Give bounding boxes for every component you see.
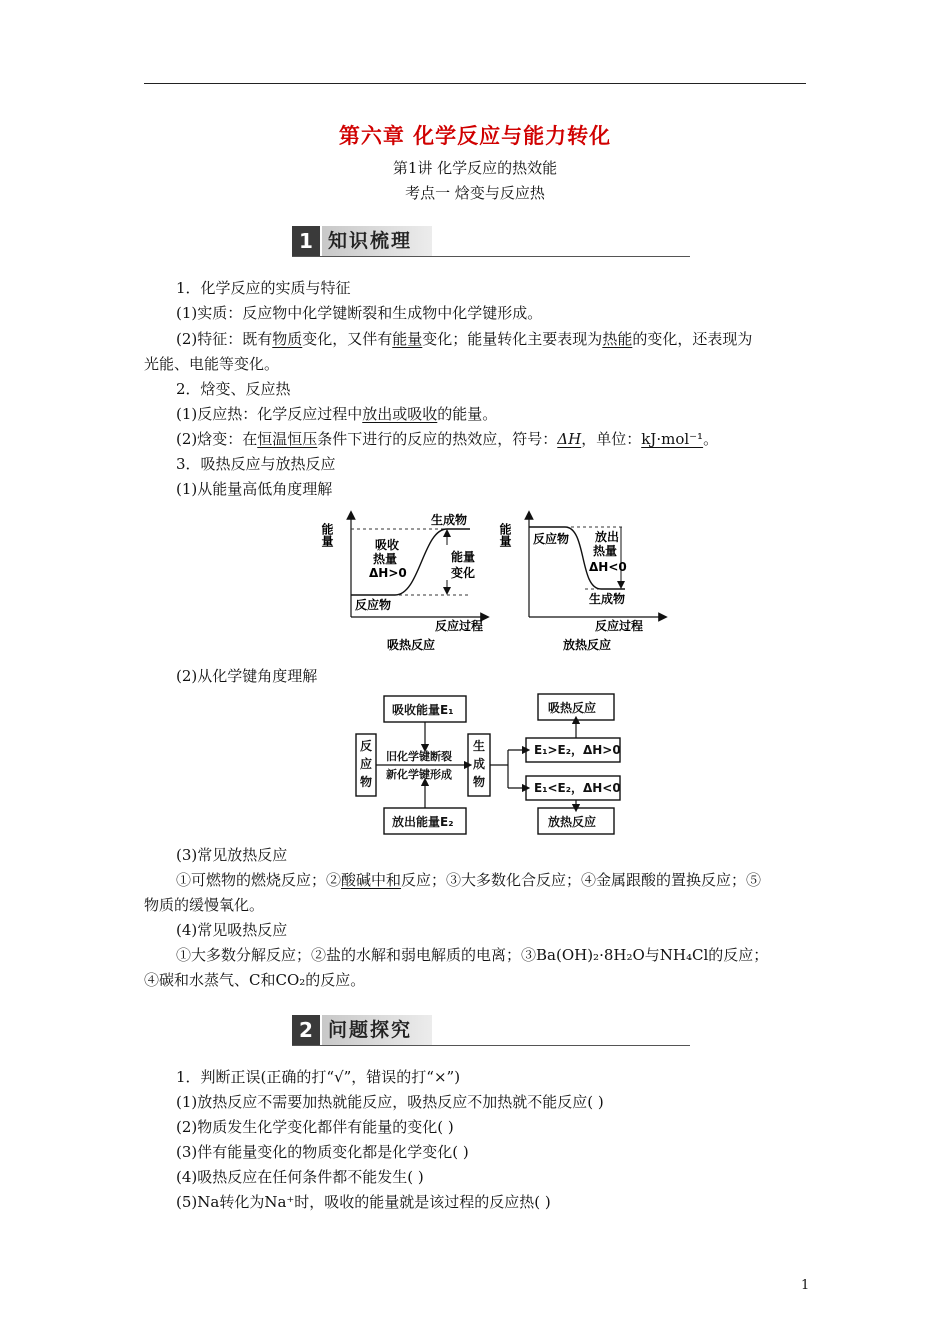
text-common-endo: (4)常见吸热反应 <box>176 921 288 939</box>
reactant-label-1: 反应物 <box>355 598 392 612</box>
text-bond-angle: (2)从化学键角度理解 <box>176 667 318 685</box>
result-endothermic: 吸热反应 <box>548 701 597 715</box>
reactant-label-2: 反应物 <box>533 532 570 546</box>
text-endo-list-cont: ④碳和水蒸气、C和CO₂的反应。 <box>144 971 366 989</box>
section-banner-knowledge <box>292 226 690 257</box>
text-common-exo: (3)常见放热反应 <box>176 846 288 864</box>
reactant-char-3: 物 <box>360 775 373 789</box>
x-axis-label-1: 反应过程 <box>435 619 484 633</box>
release-label-1: 放出 <box>595 530 620 544</box>
absorb-label-3: ΔH>0 <box>369 566 407 580</box>
change-label-1: 能量 <box>451 550 476 564</box>
condition-exothermic: E₁<E₂，ΔH<0 <box>534 781 621 795</box>
section-title: 知识梳理 <box>322 226 432 256</box>
question-5: (5)Na转化为Na⁺时，吸收的能量就是该过程的反应热( ) <box>176 1193 551 1211</box>
text-reaction-heat: (1)反应热：化学反应过程中放出或吸收的能量。 <box>176 405 498 423</box>
chapter-title: 第六章 化学反应与能力转化 <box>338 124 612 148</box>
release-label-2: 热量 <box>593 544 618 558</box>
bond-form-label: 新化学键形成 <box>386 768 452 781</box>
lecture-title: 第1讲 化学反应的热效能 <box>392 159 558 177</box>
product-char-2: 成 <box>473 757 486 771</box>
release-label-3: ΔH<0 <box>589 560 627 574</box>
y-axis-label-1: 能量 <box>320 523 334 547</box>
heading-true-false: 1．判断正误(正确的打“√”，错误的打“×”) <box>176 1068 461 1086</box>
section-number: 2 <box>292 1015 320 1045</box>
text-endo-list: ①大多数分解反应；②盐的水解和弱电解质的电离；③Ba(OH)₂·8H₂O与NH₄Cl的反应； <box>176 946 769 964</box>
bond-break-label: 旧化学键断裂 <box>386 750 452 763</box>
section-title: 问题探究 <box>322 1015 432 1045</box>
heading-endo-exo: 3．吸热反应与放热反应 <box>176 455 336 473</box>
product-label-2: 生成物 <box>589 592 626 606</box>
product-char-3: 物 <box>473 775 486 789</box>
heading-essence: 1．化学反应的实质与特征 <box>176 279 351 297</box>
absorb-label-2: 热量 <box>373 552 398 566</box>
caption-endothermic: 吸热反应 <box>387 638 436 652</box>
reactant-char-1: 反 <box>360 739 373 753</box>
product-label-1: 生成物 <box>431 513 468 527</box>
absorb-label-1: 吸收 <box>375 538 400 552</box>
absorb-energy-box: 吸收能量E₁ <box>392 703 454 717</box>
chemical-bond-diagram <box>350 690 630 840</box>
page-number: 1 <box>801 1278 810 1293</box>
text-energy-angle: (1)从能量高低角度理解 <box>176 480 333 498</box>
caption-exothermic: 放热反应 <box>563 638 612 652</box>
section-banner-inquiry <box>292 1015 690 1046</box>
text-essence: (1)实质：反应物中化学键断裂和生成物中化学键形成。 <box>176 304 543 322</box>
endothermic-chart <box>320 512 485 652</box>
x-axis-label-2: 反应过程 <box>595 619 644 633</box>
question-3: (3)伴有能量变化的物质变化都是化学变化( ) <box>176 1143 469 1161</box>
condition-endothermic: E₁>E₂，ΔH>0 <box>534 743 621 757</box>
text-enthalpy-change: (2)焓变：在恒温恒压条件下进行的反应的热效应，符号：ΔH，单位：kJ·mol⁻¹。 <box>176 430 719 448</box>
release-energy-box: 放出能量E₂ <box>392 815 454 829</box>
energy-level-diagram <box>320 505 665 655</box>
topic-title: 考点一 焓变与反应热 <box>405 184 545 202</box>
question-1: (1)放热反应不需要加热就能反应，吸热反应不加热就不能反应( ) <box>176 1093 604 1111</box>
text-feature: (2)特征：既有物质变化，又伴有能量变化；能量转化主要表现为热能的变化，还表现为 <box>176 330 753 348</box>
change-label-2: 变化 <box>451 566 476 580</box>
question-2: (2)物质发生化学变化都伴有能量的变化( ) <box>176 1118 454 1136</box>
section-number: 1 <box>292 226 320 256</box>
y-axis-label-2: 能量 <box>498 523 512 547</box>
reactant-char-2: 应 <box>360 757 373 771</box>
exothermic-chart <box>498 515 663 652</box>
text-exo-list-cont: 物质的缓慢氧化。 <box>144 896 265 914</box>
header-rule <box>144 83 806 84</box>
text-exo-list: ①可燃物的燃烧反应；②酸碱中和反应；③大多数化合反应；④金属跟酸的置换反应；⑤ <box>176 871 762 889</box>
heading-enthalpy: 2．焓变、反应热 <box>176 380 291 398</box>
question-4: (4)吸热反应在任何条件都不能发生( ) <box>176 1168 424 1186</box>
result-exothermic: 放热反应 <box>548 815 597 829</box>
text-feature-cont: 光能、电能等变化。 <box>144 355 280 373</box>
product-char-1: 生 <box>473 739 486 753</box>
